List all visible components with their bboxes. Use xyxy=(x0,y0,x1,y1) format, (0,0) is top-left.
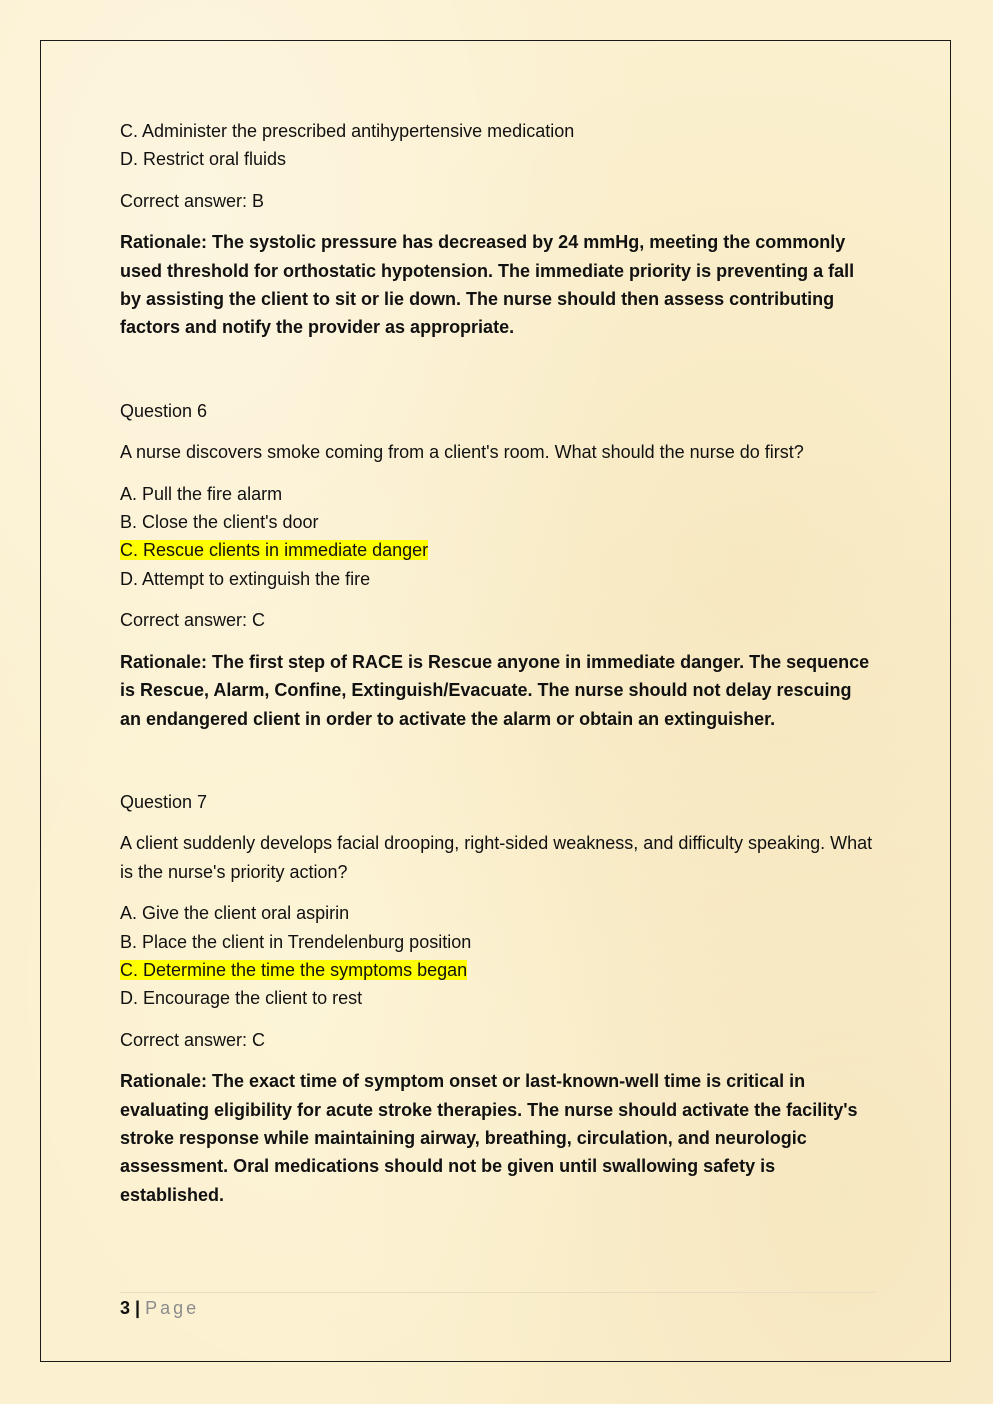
footer-divider xyxy=(120,1292,875,1293)
correct-answer: Correct answer: C xyxy=(120,1029,266,1050)
footer-separator: | xyxy=(135,1298,141,1318)
page-footer xyxy=(120,1296,199,1320)
page-number: 3 xyxy=(120,1298,131,1318)
question-stem: A client suddenly develops facial drooping, right-sided weakness, and difficulty speaking. What is the nurse's priority action? xyxy=(120,833,873,882)
question-options xyxy=(120,480,875,594)
rationale: Rationale: The first step of RACE is Rescue anyone in immediate danger. The sequence is Rescue, Alarm, Confine, Extinguish/Evacuate. The nurse should not delay rescuing an endangered client in order to activate the alarm or obtain an extinguisher. xyxy=(120,651,870,729)
option-b: B. Close the client's door xyxy=(120,512,319,533)
question-options xyxy=(120,899,875,1013)
page-label: Page xyxy=(145,1298,200,1318)
highlight: C. Determine the time the symptoms began xyxy=(120,959,468,980)
question-title: Question 6 xyxy=(120,400,208,421)
rationale: Rationale: The exact time of symptom onset or last-known-well time is critical in evaluating eligibility for acute stroke therapies. The nurse should activate the facility's stroke response while maintaining airway, breathing, circulation, and neurologic assessment. Oral medications should not be given until swallowing safety is established. xyxy=(120,1071,858,1205)
question-title: Question 7 xyxy=(120,791,208,812)
highlight: C. Rescue clients in immediate danger xyxy=(120,540,429,561)
option-a: A. Give the client oral aspirin xyxy=(120,903,350,924)
option-d: D. Attempt to extinguish the fire xyxy=(120,568,371,589)
prev-question-options xyxy=(120,117,875,174)
document-body xyxy=(120,117,875,1209)
option-c: C. Administer the prescribed antihypertensive medication xyxy=(120,121,575,141)
correct-answer: Correct answer: C xyxy=(120,610,266,631)
option-c-highlighted xyxy=(120,536,875,564)
option-d: D. Encourage the client to rest xyxy=(120,988,363,1009)
option-d: D. Restrict oral fluids xyxy=(120,149,287,170)
option-a: A. Pull the fire alarm xyxy=(120,483,283,504)
option-c-highlighted xyxy=(120,956,875,984)
rationale: Rationale: The systolic pressure has decreased by 24 mmHg, meeting the commonly used threshold for orthostatic hypotension. The immediate priority is preventing a fall by assisting the client to sit or lie down. The nurse should then assess contributing factors and notify the provider as appropriate. xyxy=(120,232,855,338)
option-b: B. Place the client in Trendelenburg position xyxy=(120,931,472,952)
correct-answer: Correct answer: B xyxy=(120,190,265,211)
question-stem: A nurse discovers smoke coming from a client's room. What should the nurse do first? xyxy=(120,442,804,463)
